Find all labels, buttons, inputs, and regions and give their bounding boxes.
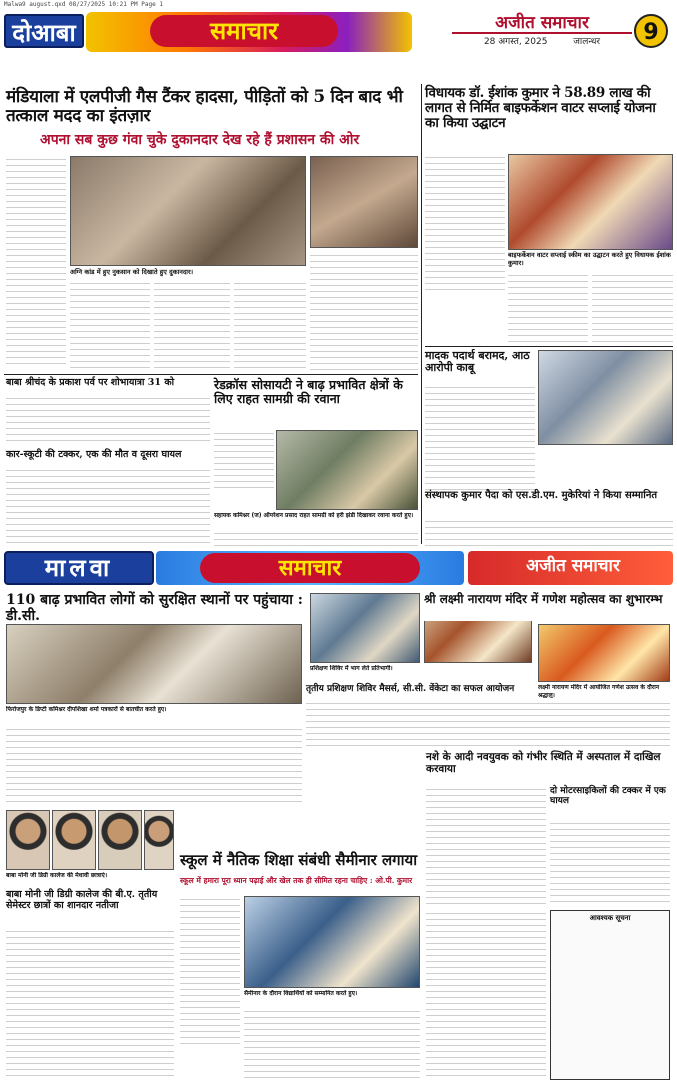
lead-text-col-2	[70, 280, 150, 370]
page-number: 9	[634, 14, 668, 48]
training-text	[306, 700, 670, 746]
date: 28 अगस्त, 2025	[483, 37, 548, 47]
college-student-4	[144, 810, 174, 870]
lead-text-col-1	[6, 156, 66, 366]
seminar-headline: स्कूल में नैतिक शिक्षा संबंधी सैमीनार लगाया	[180, 851, 418, 869]
drugs-text	[425, 384, 535, 490]
vidhayak-photo	[508, 154, 673, 250]
ganesh-headline: श्री लक्ष्मी नारायण मंदिर में गणेश महोत्सव का शुभारम्भ	[424, 593, 670, 621]
school-text	[425, 518, 673, 546]
section-rule	[4, 374, 418, 375]
red-cross-text-2	[214, 530, 418, 546]
ganesh-photo	[538, 624, 670, 682]
malwa-samachar-title: समाचार	[200, 553, 420, 583]
college-student-3	[98, 810, 142, 870]
flood-text	[6, 726, 302, 806]
drug-addict-text-2	[426, 910, 546, 1080]
vidhayak-text-2	[508, 272, 588, 342]
ajit-samachar-title: अजीत समाचार	[452, 10, 632, 34]
seminar-subhead: स्कूल में हमारा पूरा ध्यान पढ़ाई और खेल तक ही सीमित रहना चाहिए : ओ.पी. कुमार	[180, 876, 413, 885]
malwa-logo: मालवा	[44, 553, 114, 582]
samachar-title: समाचार	[150, 15, 338, 47]
school-photo	[538, 350, 673, 445]
drug-addict-headline: नशे के आदी नवयुवक को गंभीर स्थिति में अस्पताल में दाखिल करवाया	[426, 751, 661, 775]
dateline	[452, 34, 632, 48]
print-slug: Malwa9 august.qxd 08/27/2025 10:21 PM Page 1	[4, 1, 163, 8]
vidhayak-text-1	[425, 154, 505, 294]
lead-photo-2	[310, 156, 418, 248]
school-headline: संस्थापक कुमार पैदा को एस.डी.एम. मुकेरियां ने किया सम्मानित	[425, 490, 658, 501]
lead-headline: मंडियाला में एलपीजी गैस टैंकर हादसा, पीड़ितों को 5 दिन बाद भी तत्काल मदद का इंतज़ार	[6, 87, 403, 127]
college-headline: बाबा मोनी जी डिग्री कालेज की बी.ए. तृतीय सेमेस्टर छात्रों का शानदार नतीजा	[6, 889, 158, 911]
place: जालन्धर	[573, 37, 601, 47]
vidhayak-headline: विधायक डॉ. ईशांक कुमार ने 58.89 लाख की लागत से निर्मित बाइफर्केशन वाटर सप्लाई योजना का किया उद्घाटन	[425, 85, 656, 132]
doaba-logo: दोआबा	[4, 14, 84, 48]
seminar-photo	[244, 896, 420, 988]
column-divider	[421, 84, 422, 544]
lead-photo-caption: अग्नि कांड में हुए नुकसान को दिखाते हुए दुकानदार।	[70, 268, 194, 276]
lead-subhead: अपना सब कुछ गंवा चुके दुकानदार देख रहे हैं प्रशासन की ओर	[40, 132, 360, 148]
section-rule-right	[425, 346, 673, 347]
lead-photo	[70, 156, 306, 266]
drugs-headline: मादक पदार्थ बरामद, आठ आरोपी काबू	[425, 349, 530, 375]
college-text	[6, 928, 174, 1078]
motorcycle-headline: दो मोटरसाइकिलों की टक्कर में एक घायल	[550, 786, 666, 807]
classified-box	[550, 910, 670, 1080]
seminar-text-1	[180, 896, 240, 1046]
car-scooty-text	[6, 467, 210, 545]
training-headline: तृतीय प्रशिक्षण शिविर मैसर्स, सी.सी. वेंकेटा का सफल आयोजन	[306, 684, 515, 694]
vidhayak-photo-caption: बाइफर्केशन वाटर सप्लाई स्कीम का उद्घाटन करते हुए विधायक ईशांक कुमार।	[508, 251, 671, 267]
shri-chand-text	[6, 395, 210, 445]
vidhayak-text-3	[592, 272, 673, 342]
training-photo	[310, 593, 420, 663]
red-cross-text-1	[214, 430, 274, 490]
flood-photo-caption: फिरोजपुर के डिप्टी कमिश्नर दीपशिखा शर्मा पत्रकारों से बातचीत करते हुए।	[6, 706, 167, 713]
flood-headline: 110 बाढ़ प्रभावित लोगों को सुरक्षित स्थानों पर पहुंचाया : डी.सी.	[6, 592, 303, 624]
red-cross-photo	[276, 430, 418, 510]
training-photo-caption: प्रशिक्षण शिविर में भाग लेते प्रतिभागी।	[310, 665, 393, 672]
flood-photo	[6, 624, 302, 704]
seminar-text-2	[244, 1008, 420, 1080]
seminar-photo-caption: सैमीनार के दौरान विद्यार्थियों को सम्मानित करते हुए।	[244, 990, 358, 997]
motorcycle-text	[550, 820, 670, 906]
lead-text-col-3	[154, 280, 230, 370]
shri-chand-headline: बाबा श्रीचंद के प्रकाश पर्व पर शोभायात्रा 31 को	[6, 377, 175, 388]
drug-addict-text	[426, 786, 546, 906]
red-cross-headline: रेडक्रॉस सोसायटी ने बाढ़ प्रभावित क्षेत्रों के लिए राहत सामग्री की रवाना	[214, 377, 403, 406]
college-student-1	[6, 810, 50, 870]
malwa-ajit-title: अजीत समाचार	[526, 556, 620, 576]
red-cross-photo-caption: सहायक कमिश्नर (ज) ऑपरेशन प्रसाद राहत सामग्री को हरी झंडी दिखाकर रवाना करते हुए।	[214, 512, 414, 519]
ganesh-photo-caption: लक्ष्मी नारायण मंदिर में आयोजित गणेश उत्सव के दौरान श्रद्धालु।	[538, 684, 660, 698]
college-student-2	[52, 810, 96, 870]
lead-text-col-4	[234, 280, 306, 370]
car-scooty-headline: कार-स्कूटी की टक्कर, एक की मौत व दूसरा घायल	[6, 449, 182, 460]
classified-title: आवश्यक सूचना	[589, 914, 631, 922]
college-photo-caption: बाबा मोनी जी डिग्री कालेज की मेधावी छात्राएं।	[6, 872, 108, 879]
lead-text-col-5	[310, 252, 418, 370]
